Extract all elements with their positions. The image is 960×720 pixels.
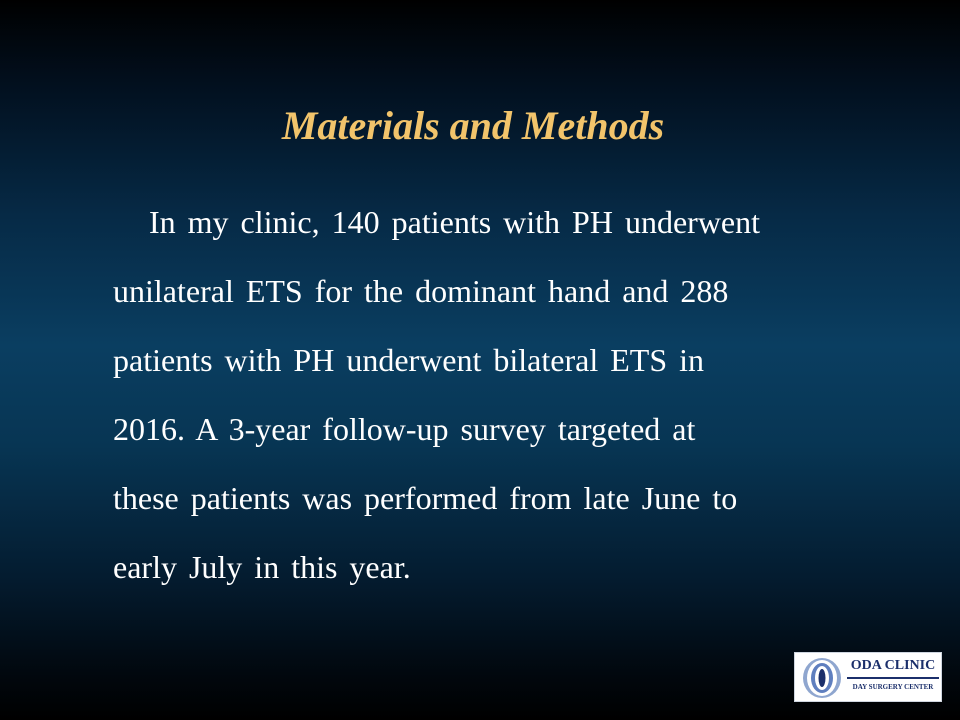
slide-body bbox=[113, 196, 873, 610]
body-line: these patients was performed from late June to bbox=[113, 480, 738, 516]
body-line: early July in this year. bbox=[113, 549, 411, 585]
logo-subtitle: DAY SURGERY CENTER bbox=[852, 683, 934, 691]
body-line: 2016. A 3-year follow-up survey targeted at bbox=[113, 411, 696, 447]
body-line: patients with PH underwent bilateral ETS in bbox=[113, 342, 704, 378]
logo-name: ODA CLINIC bbox=[850, 658, 936, 673]
slide-title: Materials and Methods bbox=[281, 103, 665, 148]
logo-divider bbox=[847, 677, 939, 679]
body-line: unilateral ETS for the dominant hand and 288 bbox=[113, 273, 729, 309]
clinic-logo bbox=[794, 652, 942, 702]
oda-clinic-emblem-icon bbox=[799, 656, 845, 700]
body-line: In my clinic, 140 patients with PH underwent bbox=[149, 204, 761, 240]
